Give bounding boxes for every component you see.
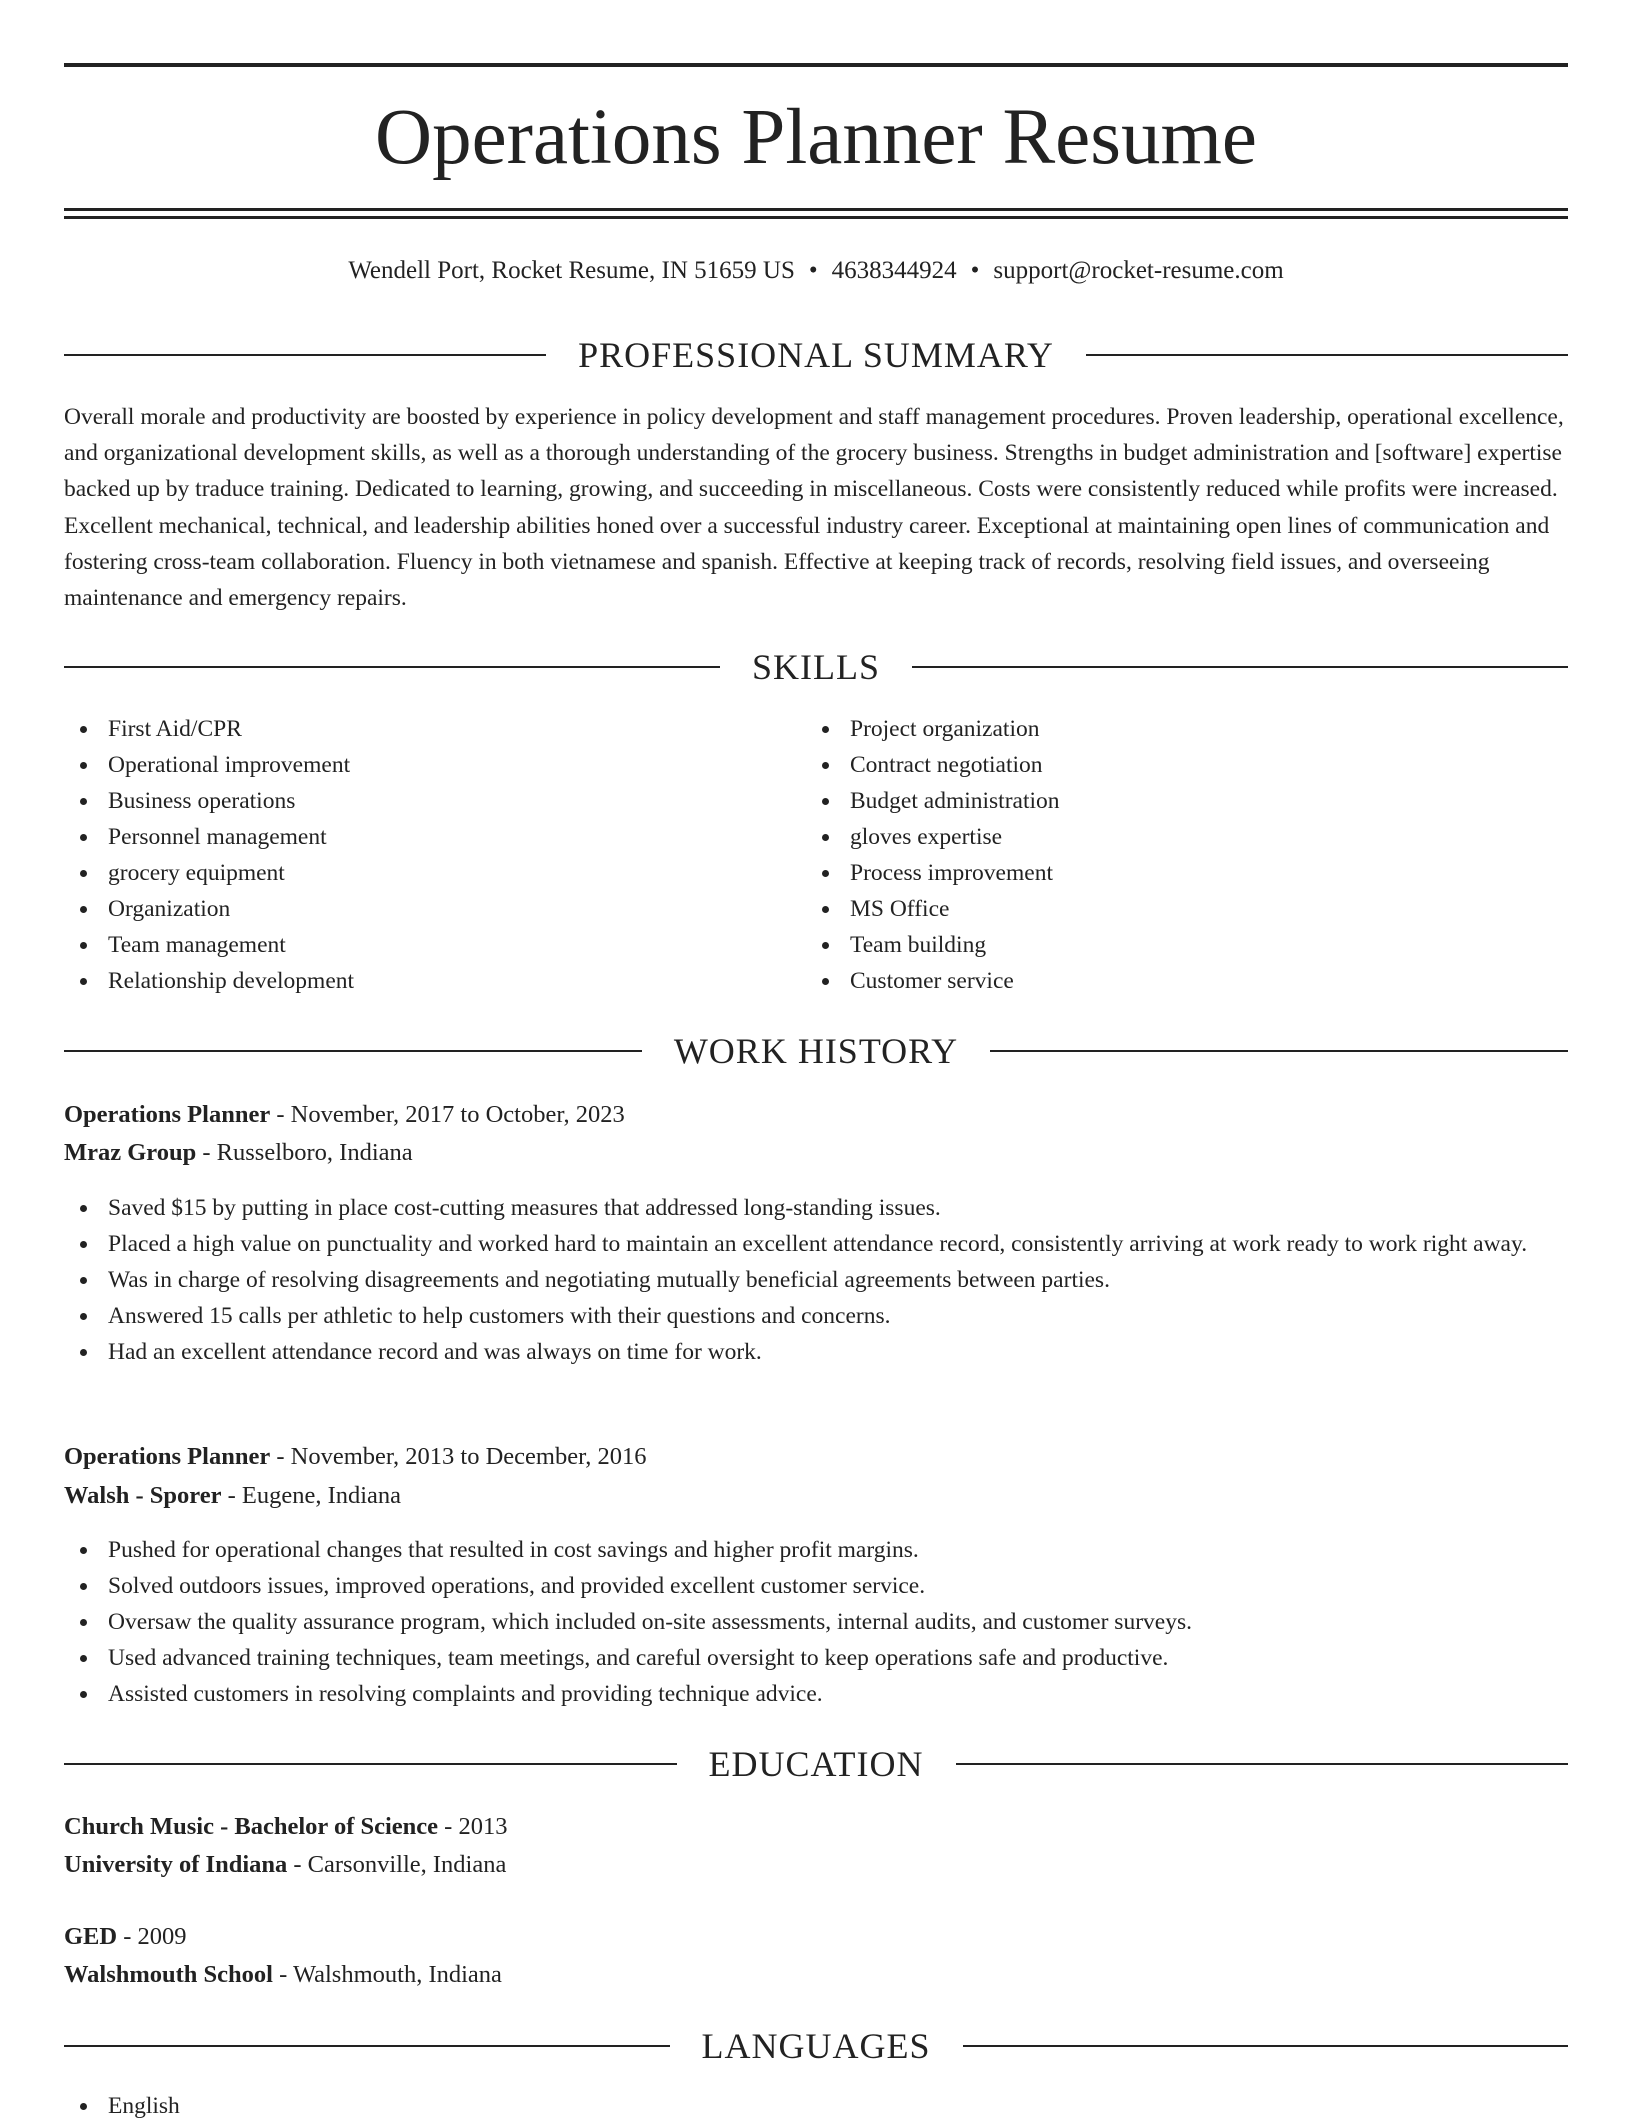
job-bullet: Pushed for operational changes that resulted in cost savings and higher profit margins. <box>64 1532 1568 1568</box>
job-company: Mraz Group <box>64 1139 197 1166</box>
contact-phone: 4638344924 <box>831 257 957 284</box>
contact-line <box>64 252 1568 290</box>
job-dates: - November, 2013 to December, 2016 <box>270 1443 647 1470</box>
heading-rule-right <box>912 666 1568 668</box>
work-history-heading-label: WORK HISTORY <box>673 1031 959 1071</box>
job-title: Operations Planner <box>64 1101 271 1128</box>
resume-title: Operations Planner Resume <box>375 94 1257 181</box>
skill-item: MS Office <box>806 891 1506 927</box>
education-location: - Carsonville, Indiana <box>287 1851 507 1878</box>
education-school: Walshmouth School <box>64 1961 273 1988</box>
summary-text: Overall morale and productivity are boosted by experience in policy development and staff management procedures. Proven leadership, operational excellence, and organizational development skills, as well as a thorough understanding of the grocery business. Strengths in budget administration and [software] expertise backed up by traduce training. Dedicated to learning, growing, and succeeding in miscellaneous. Costs were consistently reduced while profits were increased. Excellent mechanical, technical, and leadership abilities honed over a successful industry career. Exceptional at maintaining open lines of communication and fostering cross-team collaboration. Fluency in both vietnamese and spanish. Effective at keeping track of records, resolving field issues, and overseeing maintenance and emergency repairs. <box>64 404 1564 612</box>
job-title-line <box>64 1438 647 1476</box>
skill-item: Personnel management <box>64 819 764 855</box>
education-school: University of Indiana <box>64 1851 288 1878</box>
languages-heading <box>64 2024 1568 2068</box>
education-year: - 2009 <box>117 1923 187 1950</box>
work-history-heading <box>64 1029 1568 1073</box>
job-company-line <box>64 1134 413 1172</box>
skills-list-right <box>806 711 1506 999</box>
education-degree-line <box>64 1808 507 1846</box>
contact-separator: • <box>808 257 818 284</box>
job-bullet: Oversaw the quality assurance program, which included on-site assessments, internal audits, and customer surveys. <box>64 1604 1568 1640</box>
skill-item: Organization <box>64 891 764 927</box>
education-school-line <box>64 1846 506 1884</box>
languages-heading-label: LANGUAGES <box>701 2026 931 2066</box>
skill-item: Process improvement <box>806 855 1506 891</box>
language-item: English <box>64 2088 1568 2124</box>
contact-separator: • <box>970 257 980 284</box>
skill-item: Project organization <box>806 711 1506 747</box>
education-degree-line <box>64 1918 187 1956</box>
skills-column-right <box>806 711 1506 999</box>
education-heading-label: EDUCATION <box>708 1744 924 1784</box>
top-rule <box>64 63 1568 67</box>
heading-rule-left <box>64 666 720 668</box>
skills-heading <box>64 645 1568 689</box>
contact-address: Wendell Port, Rocket Resume, IN 51659 US <box>348 257 795 284</box>
heading-rule-left <box>64 2045 670 2047</box>
job-title: Operations Planner <box>64 1443 271 1470</box>
job-company: Walsh - Sporer <box>64 1482 222 1509</box>
job-location: - Eugene, Indiana <box>221 1482 402 1509</box>
contact-email: support@rocket-resume.com <box>993 257 1284 284</box>
skill-item: Team management <box>64 927 764 963</box>
heading-rule-right <box>963 2045 1569 2047</box>
job-bullet: Was in charge of resolving disagreements and negotiating mutually beneficial agreements between parties. <box>64 1262 1568 1298</box>
skill-item: Business operations <box>64 783 764 819</box>
job-bullet: Saved $15 by putting in place cost-cutting measures that addressed long-standing issues. <box>64 1190 1568 1226</box>
skill-item: Operational improvement <box>64 747 764 783</box>
job-bullet: Assisted customers in resolving complaints and providing technique advice. <box>64 1676 1568 1712</box>
job-bullet: Placed a high value on punctuality and worked hard to maintain an excellent attendance record, consistently arriving at work ready to work right away. <box>64 1226 1568 1262</box>
job-bullet: Answered 15 calls per athletic to help customers with their questions and concerns. <box>64 1298 1568 1334</box>
skill-item: Budget administration <box>806 783 1506 819</box>
skill-item: grocery equipment <box>64 855 764 891</box>
job-company-line <box>64 1477 401 1515</box>
skill-item: First Aid/CPR <box>64 711 764 747</box>
title-double-rule-upper <box>64 208 1568 211</box>
heading-rule-left <box>64 1050 642 1052</box>
heading-rule-left <box>64 1763 677 1765</box>
summary-heading <box>64 333 1568 377</box>
education-heading <box>64 1742 1568 1786</box>
heading-rule-left <box>64 354 546 356</box>
job-dates: - November, 2017 to October, 2023 <box>270 1101 625 1128</box>
education-degree: GED <box>64 1923 118 1950</box>
job-location: - Russelboro, Indiana <box>196 1139 413 1166</box>
job-title-line <box>64 1096 625 1134</box>
skill-item: gloves expertise <box>806 819 1506 855</box>
skill-item: Contract negotiation <box>806 747 1506 783</box>
job-bullet: Had an excellent attendance record and was always on time for work. <box>64 1334 1568 1370</box>
title-double-rule-lower <box>64 216 1568 219</box>
heading-rule-right <box>990 1050 1568 1052</box>
job-bullets <box>64 1190 1568 1370</box>
job-bullets <box>64 1532 1568 1712</box>
education-degree: Church Music - Bachelor of Science <box>64 1813 439 1840</box>
skills-list-left <box>64 711 764 999</box>
heading-rule-right <box>1086 354 1568 356</box>
education-location: - Walshmouth, Indiana <box>273 1961 502 1988</box>
skill-item: Customer service <box>806 963 1506 999</box>
languages-list <box>64 2088 1568 2124</box>
education-year: - 2013 <box>438 1813 508 1840</box>
skill-item: Team building <box>806 927 1506 963</box>
job-bullet: Solved outdoors issues, improved operations, and provided excellent customer service. <box>64 1568 1568 1604</box>
skill-item: Relationship development <box>64 963 764 999</box>
education-school-line <box>64 1956 502 1994</box>
skills-heading-label: SKILLS <box>752 647 881 687</box>
job-bullet: Used advanced training techniques, team meetings, and careful oversight to keep operations safe and productive. <box>64 1640 1568 1676</box>
heading-rule-right <box>956 1763 1569 1765</box>
summary-heading-label: PROFESSIONAL SUMMARY <box>578 335 1054 375</box>
skills-column-left <box>64 711 764 999</box>
